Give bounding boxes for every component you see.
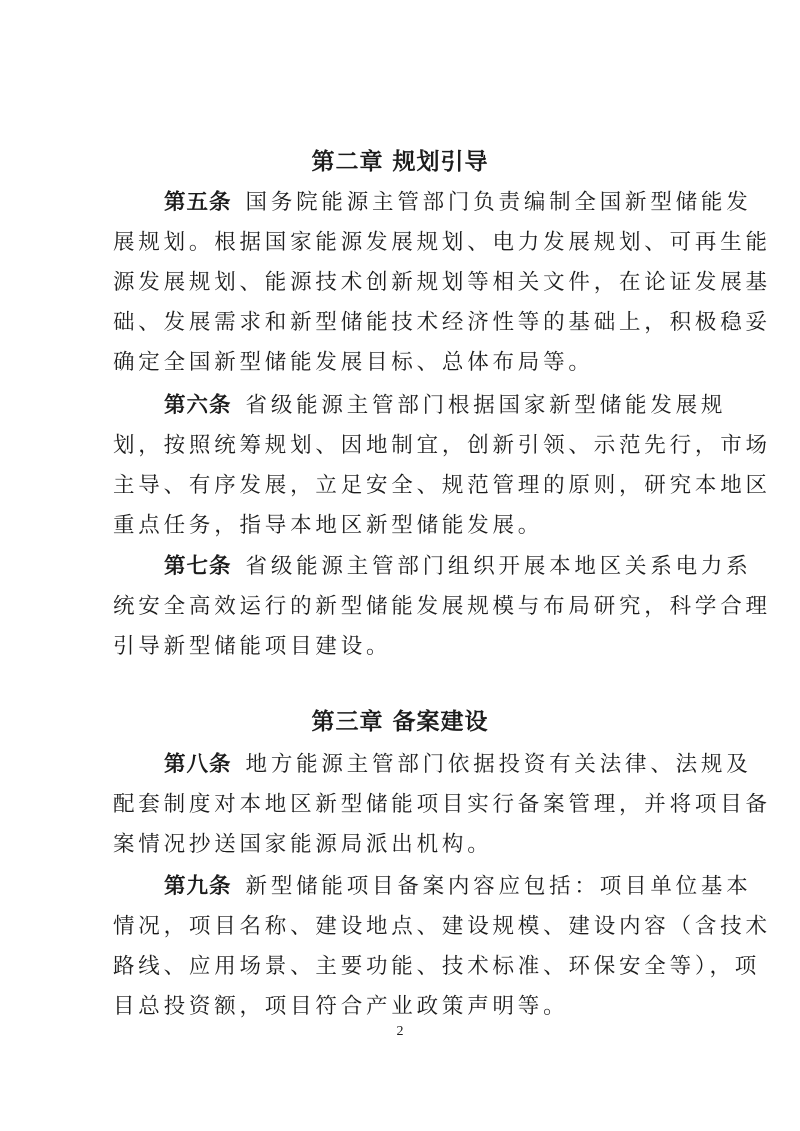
article-line: 重点任务，指导本地区新型储能发展。 <box>113 513 544 538</box>
article-line: 情况，项目名称、建设地点、建设规模、建设内容（含技术 <box>113 914 771 939</box>
article-line: 配套制度对本地区新型储能项目实行备案管理，并将项目备 <box>113 792 771 817</box>
article-6 <box>113 386 771 546</box>
article-label: 第八条 <box>164 752 232 777</box>
chapter-title: 第二章 规划引导 <box>311 149 489 175</box>
page-number: 2 <box>396 1024 404 1039</box>
article-text: 地方能源主管部门依据投资有关法律、法规及 <box>245 752 752 777</box>
article-line: 主导、有序发展，立足安全、规范管理的原则，研究本地区 <box>113 473 771 498</box>
article-line: 源发展规划、能源技术创新规划等相关文件，在论证发展基 <box>113 270 771 295</box>
article-7 <box>113 547 771 667</box>
article-9 <box>113 867 771 1027</box>
article-line: 础、发展需求和新型储能技术经济性等的基础上，积极稳妥 <box>113 310 771 335</box>
article-label: 第六条 <box>164 393 232 418</box>
article-8 <box>113 745 771 865</box>
article-line: 目总投资额，项目符合产业政策声明等。 <box>113 994 569 1019</box>
article-text: 省级能源主管部门组织开展本地区关系电力系 <box>245 554 752 579</box>
article-line <box>164 867 752 907</box>
article-line: 案情况抄送国家能源局派出机构。 <box>113 832 493 857</box>
article-line: 确定全国新型储能发展目标、总体布局等。 <box>113 350 594 375</box>
article-label: 第九条 <box>164 874 232 899</box>
chapter-title: 第三章 备案建设 <box>311 709 489 735</box>
article-line <box>164 745 752 785</box>
article-label: 第五条 <box>164 190 232 215</box>
article-label: 第七条 <box>164 554 232 579</box>
article-text: 国务院能源主管部门负责编制全国新型储能发 <box>245 190 752 215</box>
article-text: 省级能源主管部门根据国家新型储能发展规 <box>245 393 727 418</box>
article-text: 新型储能项目备案内容应包括：项目单位基本 <box>245 874 752 899</box>
article-line <box>164 183 752 223</box>
article-line <box>164 547 752 587</box>
article-line: 划，按照统筹规划、因地制宜，创新引领、示范先行，市场 <box>113 433 771 458</box>
article-line: 统安全高效运行的新型储能发展规模与布局研究，科学合理 <box>113 594 771 619</box>
article-line <box>164 386 727 426</box>
article-line: 路线、应用场景、主要功能、技术标准、环保安全等），项 <box>113 954 761 979</box>
article-line: 引导新型储能项目建设。 <box>113 634 392 659</box>
article-line: 展规划。根据国家能源发展规划、电力发展规划、可再生能 <box>113 230 771 255</box>
article-5 <box>113 183 771 383</box>
